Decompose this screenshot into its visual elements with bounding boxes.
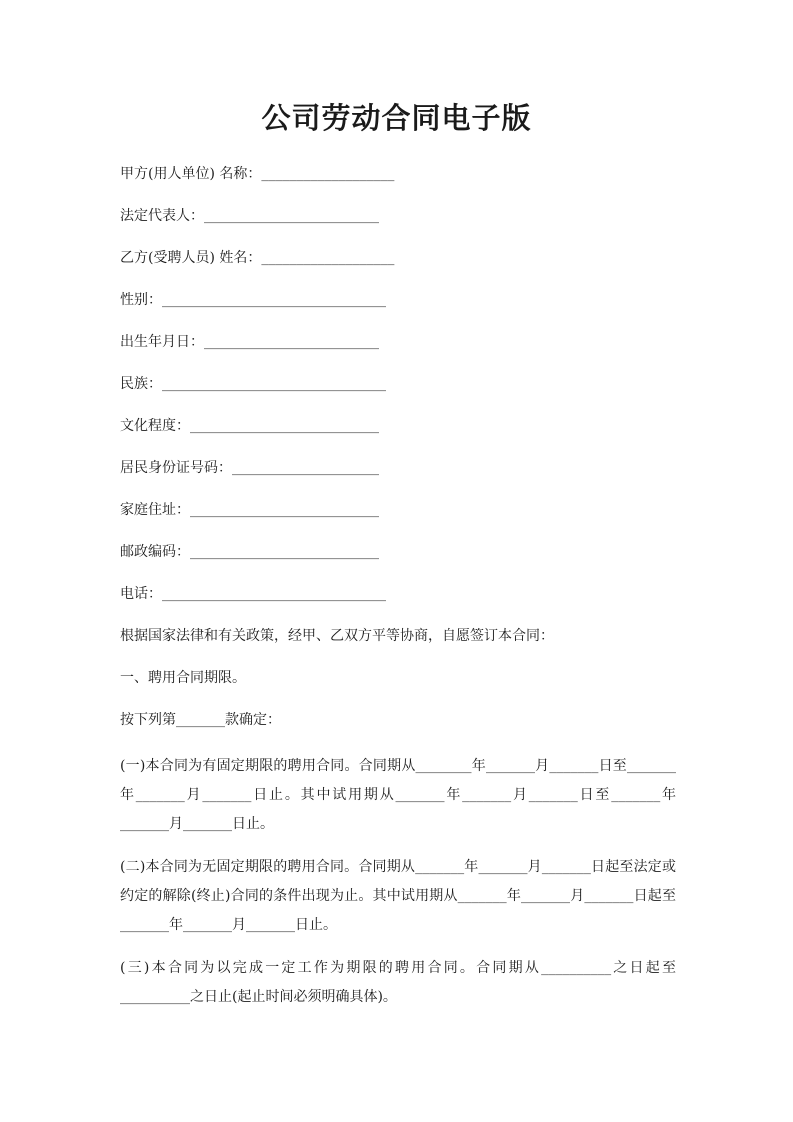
- field-birth-date: 出生年月日：_________________________: [120, 334, 379, 350]
- field-employer-name: 甲方(用人单位) 名称：___________________: [120, 166, 395, 182]
- field-ethnicity: 民族：________________________________: [120, 376, 386, 392]
- field-id-number: 居民身份证号码：_____________________: [120, 460, 379, 476]
- intro-paragraph: 根据国家法律和有关政策，经甲、乙双方平等协商，自愿签订本合同：: [120, 628, 554, 644]
- clause-fixed-term: (一)本合同为有固定期限的聘用合同。合同期从________年_______月_______日至_______年_______月_______日止。其中试用期从_______年_______月_______日至_______年_______月_______日止。: [120, 758, 676, 832]
- field-legal-representative: 法定代表人：_________________________: [120, 208, 379, 224]
- contract-body: [120, 626, 676, 1026]
- field-employee-name: 乙方(受聘人员) 姓名：___________________: [120, 250, 395, 266]
- field-phone: 电话：________________________________: [120, 586, 386, 602]
- field-postal-code: 邮政编码：___________________________: [120, 544, 379, 560]
- section-heading-term: 一、聘用合同期限。: [120, 670, 246, 686]
- clause-open-ended: (二)本合同为无固定期限的聘用合同。合同期从_______年_______月_______日起至法定或约定的解除(终止)合同的条件出现为止。其中试用期从_______年_______月_______日起至_______年_______月_______日止。: [120, 859, 676, 933]
- field-gender: 性别：________________________________: [120, 292, 386, 308]
- choose-clause-line: 按下列第_______款确定：: [120, 712, 281, 728]
- field-home-address: 家庭住址：___________________________: [120, 502, 379, 518]
- field-education: 文化程度：___________________________: [120, 418, 379, 434]
- party-info-fields: [120, 164, 680, 626]
- clause-task-based: (三)本合同为以完成一定工作为期限的聘用合同。合同期从__________之日起至__________之日止(起止时间必须明确具体)。: [120, 960, 676, 1005]
- document-title: 公司劳动合同电子版: [261, 101, 532, 135]
